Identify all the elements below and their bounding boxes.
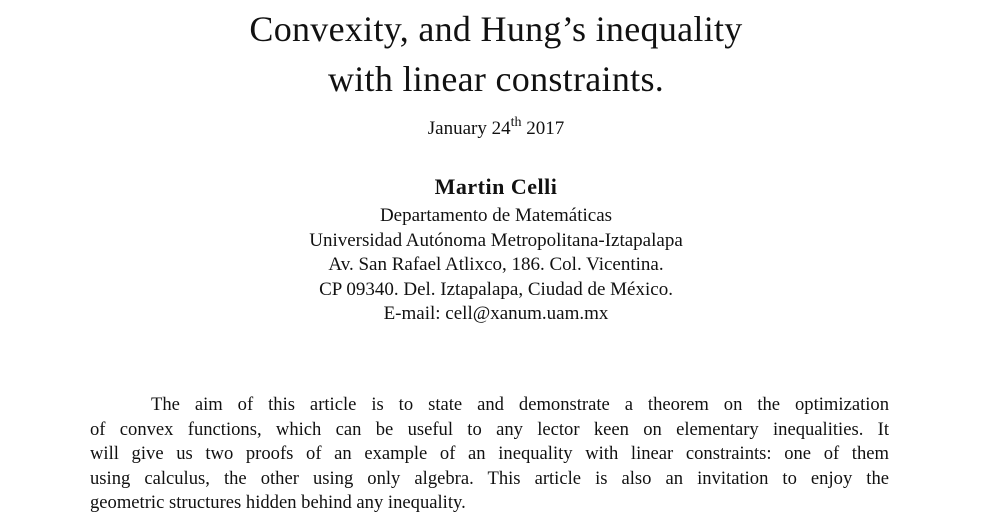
affiliation-line: Departamento de Matemáticas <box>379 205 613 226</box>
abstract-line: will give us two proofs of an example of an inequality with linear constraints: one of them <box>90 443 889 464</box>
title-line-2: with linear constraints. <box>327 59 665 99</box>
date-superscript: th <box>510 115 522 130</box>
author-affiliation <box>0 204 992 327</box>
date-year: 2017 <box>521 118 565 139</box>
abstract-line: geometric structures hidden behind any inequality. <box>90 492 466 513</box>
abstract-line: using calculus, the other using only algebra. This article is also an invitation to enjoy the <box>90 467 889 489</box>
abstract-line: of convex functions, which can be useful to any lector keen on elementary inequalities. It <box>90 418 889 440</box>
title-line-1: Convexity, and Hung’s inequality <box>249 9 743 49</box>
affiliation-line: CP 09340. Del. Iztapalapa, Ciudad de México. <box>319 278 673 300</box>
date-prefix: January 24 <box>427 118 511 139</box>
paper-title <box>0 4 992 104</box>
author-email: E-mail: cell@xanum.uam.mx <box>383 303 609 324</box>
publication-date <box>0 115 992 140</box>
author-name: Martin Celli <box>434 174 558 199</box>
abstract <box>90 393 889 516</box>
abstract-line: The aim of this article is to state and demonstrate a theorem on the optimization <box>151 394 889 415</box>
affiliation-line: Universidad Autónoma Metropolitana-Iztapalapa <box>309 229 683 251</box>
affiliation-line: Av. San Rafael Atlixco, 186. Col. Vicentina. <box>328 254 664 275</box>
